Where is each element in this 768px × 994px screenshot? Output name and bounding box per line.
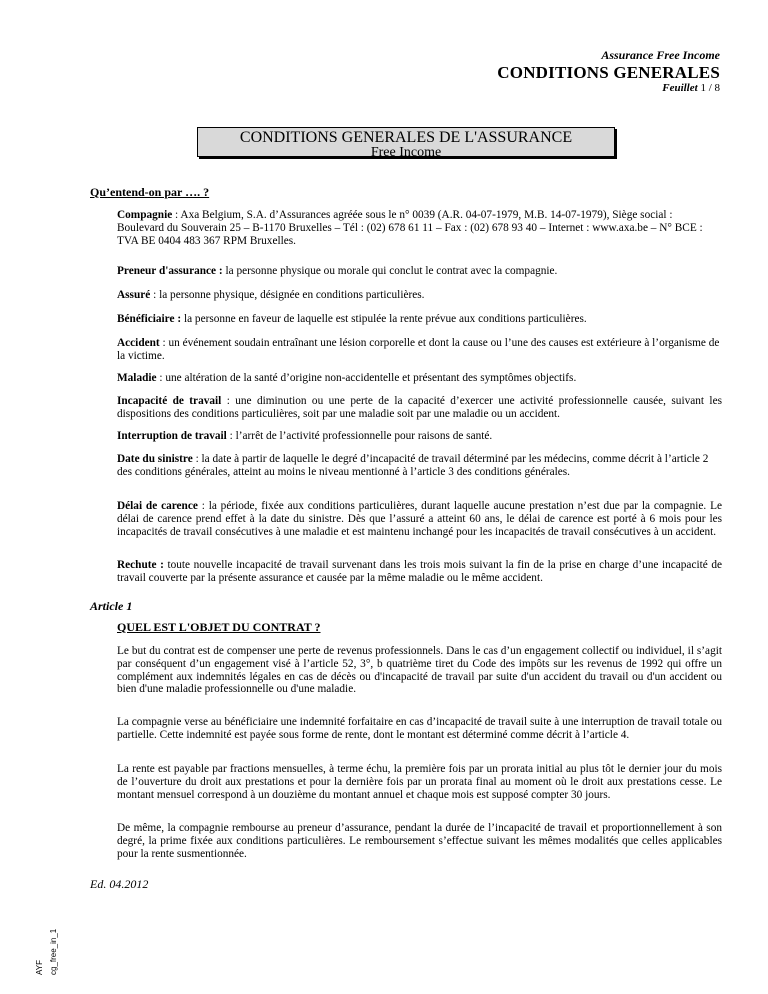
document-type: CONDITIONS GENERALES bbox=[497, 62, 720, 82]
definition-maladie: Maladie : une altération de la santé d’origine non-accidentelle et présentant des symptômes objectifs. bbox=[117, 372, 577, 384]
definition-assure: Assuré : la personne physique, désignée en conditions particulières. bbox=[117, 289, 425, 301]
product-name: Assurance Free Income bbox=[601, 48, 720, 62]
definition-date-sinistre: Date du sinistre : la date à partir de laquelle le degré d’incapacité de travail déterminé par les médecins, comme décrit à l’article 2 des conditions générales, atteint au moins le niveau mentionné à l’article 3 des conditions générales. bbox=[117, 453, 709, 478]
article-label: Article 1 bbox=[90, 599, 133, 613]
side-code-ayf: AYF bbox=[35, 960, 44, 975]
sheet-label: Feuillet bbox=[662, 82, 698, 95]
title-line1: CONDITIONS GENERALES DE L'ASSURANCE bbox=[239, 129, 573, 146]
sheet-number bbox=[497, 82, 720, 95]
definition-incapacite: Incapacité de travail : une diminution ou une perte de la capacité d’exercer une activité professionnelle causée, suivant les dispositions des conditions particulières, soit par une maladie soit par une maladie ou un accident. bbox=[117, 395, 722, 420]
article-paragraph: De même, la compagnie rembourse au preneur d’assurance, pendant la durée de l’incapacité de travail et proportionnellement à son degré, la prime fixée aux conditions particulières. Le remboursement s’effectue suivant les mêmes modalités que celles applicables pour la rente susmentionnée. bbox=[117, 822, 722, 860]
definition-interruption: Interruption de travail : l’arrêt de l’activité professionnelle pour raisons de santé. bbox=[117, 430, 493, 442]
definitions-heading: Qu’entend-on par …. ? bbox=[90, 185, 210, 199]
definition-rechute: Rechute : toute nouvelle incapacité de travail survenant dans les trois mois suivant la fin de la prise en charge d’une incapacité de travail couverte par la présente assurance et causée par la même maladie ou le même accident. bbox=[117, 559, 722, 584]
article-paragraph: Le but du contrat est de compenser une perte de revenus professionnels. Dans le cas d’un engagement collectif ou individuel, il s’agit par conséquent d’un engagement visé à l’article 52, 3°, b quatrième tiret du Code des impôts sur les revenus de 1992 qui offre un complément aux indemnités légales en cas de décès ou d'incapacité de travail par suite d'un accident du travail ou d'un accident ou bien d'une maladie professionnelle ou d'une maladie. bbox=[117, 645, 722, 696]
sheet-value: 1 / 8 bbox=[700, 82, 720, 95]
definition-accident: Accident : un événement soudain entraînant une lésion corporelle et dont la cause ou l’une des causes est extérieure à l’organisme de la victime. bbox=[117, 337, 720, 362]
edition-label: Ed. 04.2012 bbox=[90, 877, 149, 891]
definition-preneur: Preneur d'assurance : la personne physique ou morale qui conclut le contrat avec la compagnie. bbox=[117, 265, 558, 277]
article-paragraph: La rente est payable par fractions mensuelles, à terme échu, la première fois par un prorata initial au plus tôt le dernier jour du mois de l’ouverture du droit aux prestations et pour la dernière fois par un prorata final au moment où le droit aux prestations cesse. Le montant mensuel correspond à un douzième du montant annuel et chaque mois est supposé compter 30 jours. bbox=[117, 763, 722, 801]
title-line2: Free Income bbox=[370, 145, 442, 160]
side-code-file: cg_free_in_1 bbox=[49, 928, 58, 975]
article-heading: QUEL EST L'OBJET DU CONTRAT ? bbox=[117, 620, 321, 634]
document-header bbox=[497, 49, 720, 95]
definition-compagnie: Compagnie : Axa Belgium, S.A. d’Assurances agréée sous le n° 0039 (A.R. 04-07-1979, M.B. 14-07-1979), Siège social : Boulevard du Souverain 25 – B-1170 Bruxelles – Tél : (02) 678 61 11 – Fax : (02) 678 93 40 – Internet : www.axa.be – N° BCE : TVA BE 0404 483 367 RPM Bruxelles. bbox=[117, 209, 703, 247]
article-paragraph: La compagnie verse au bénéficiaire une indemnité forfaitaire en cas d’incapacité de travail suite à une interruption de travail totale ou partielle. Cette indemnité est payée sous forme de rente, dont le montant est déterminé comme décrit à l’article 4. bbox=[117, 716, 722, 741]
title-box bbox=[197, 127, 615, 160]
definition-delai-carence: Délai de carence : la période, fixée aux conditions particulières, durant laquelle aucune prestation n’est due par la compagnie. Le délai de carence prend effet à la date du sinistre. Dès que l’assuré a atteint 60 ans, le délai de carence est porté à 6 mois pour les incapacités de travail consécutives à une maladie et est maintenu inchangé pour les incapacités de travail consécutives à un accident. bbox=[117, 500, 722, 538]
definition-beneficiaire: Bénéficiaire : la personne en faveur de laquelle est stipulée la rente prévue aux conditions particulières. bbox=[117, 313, 587, 325]
